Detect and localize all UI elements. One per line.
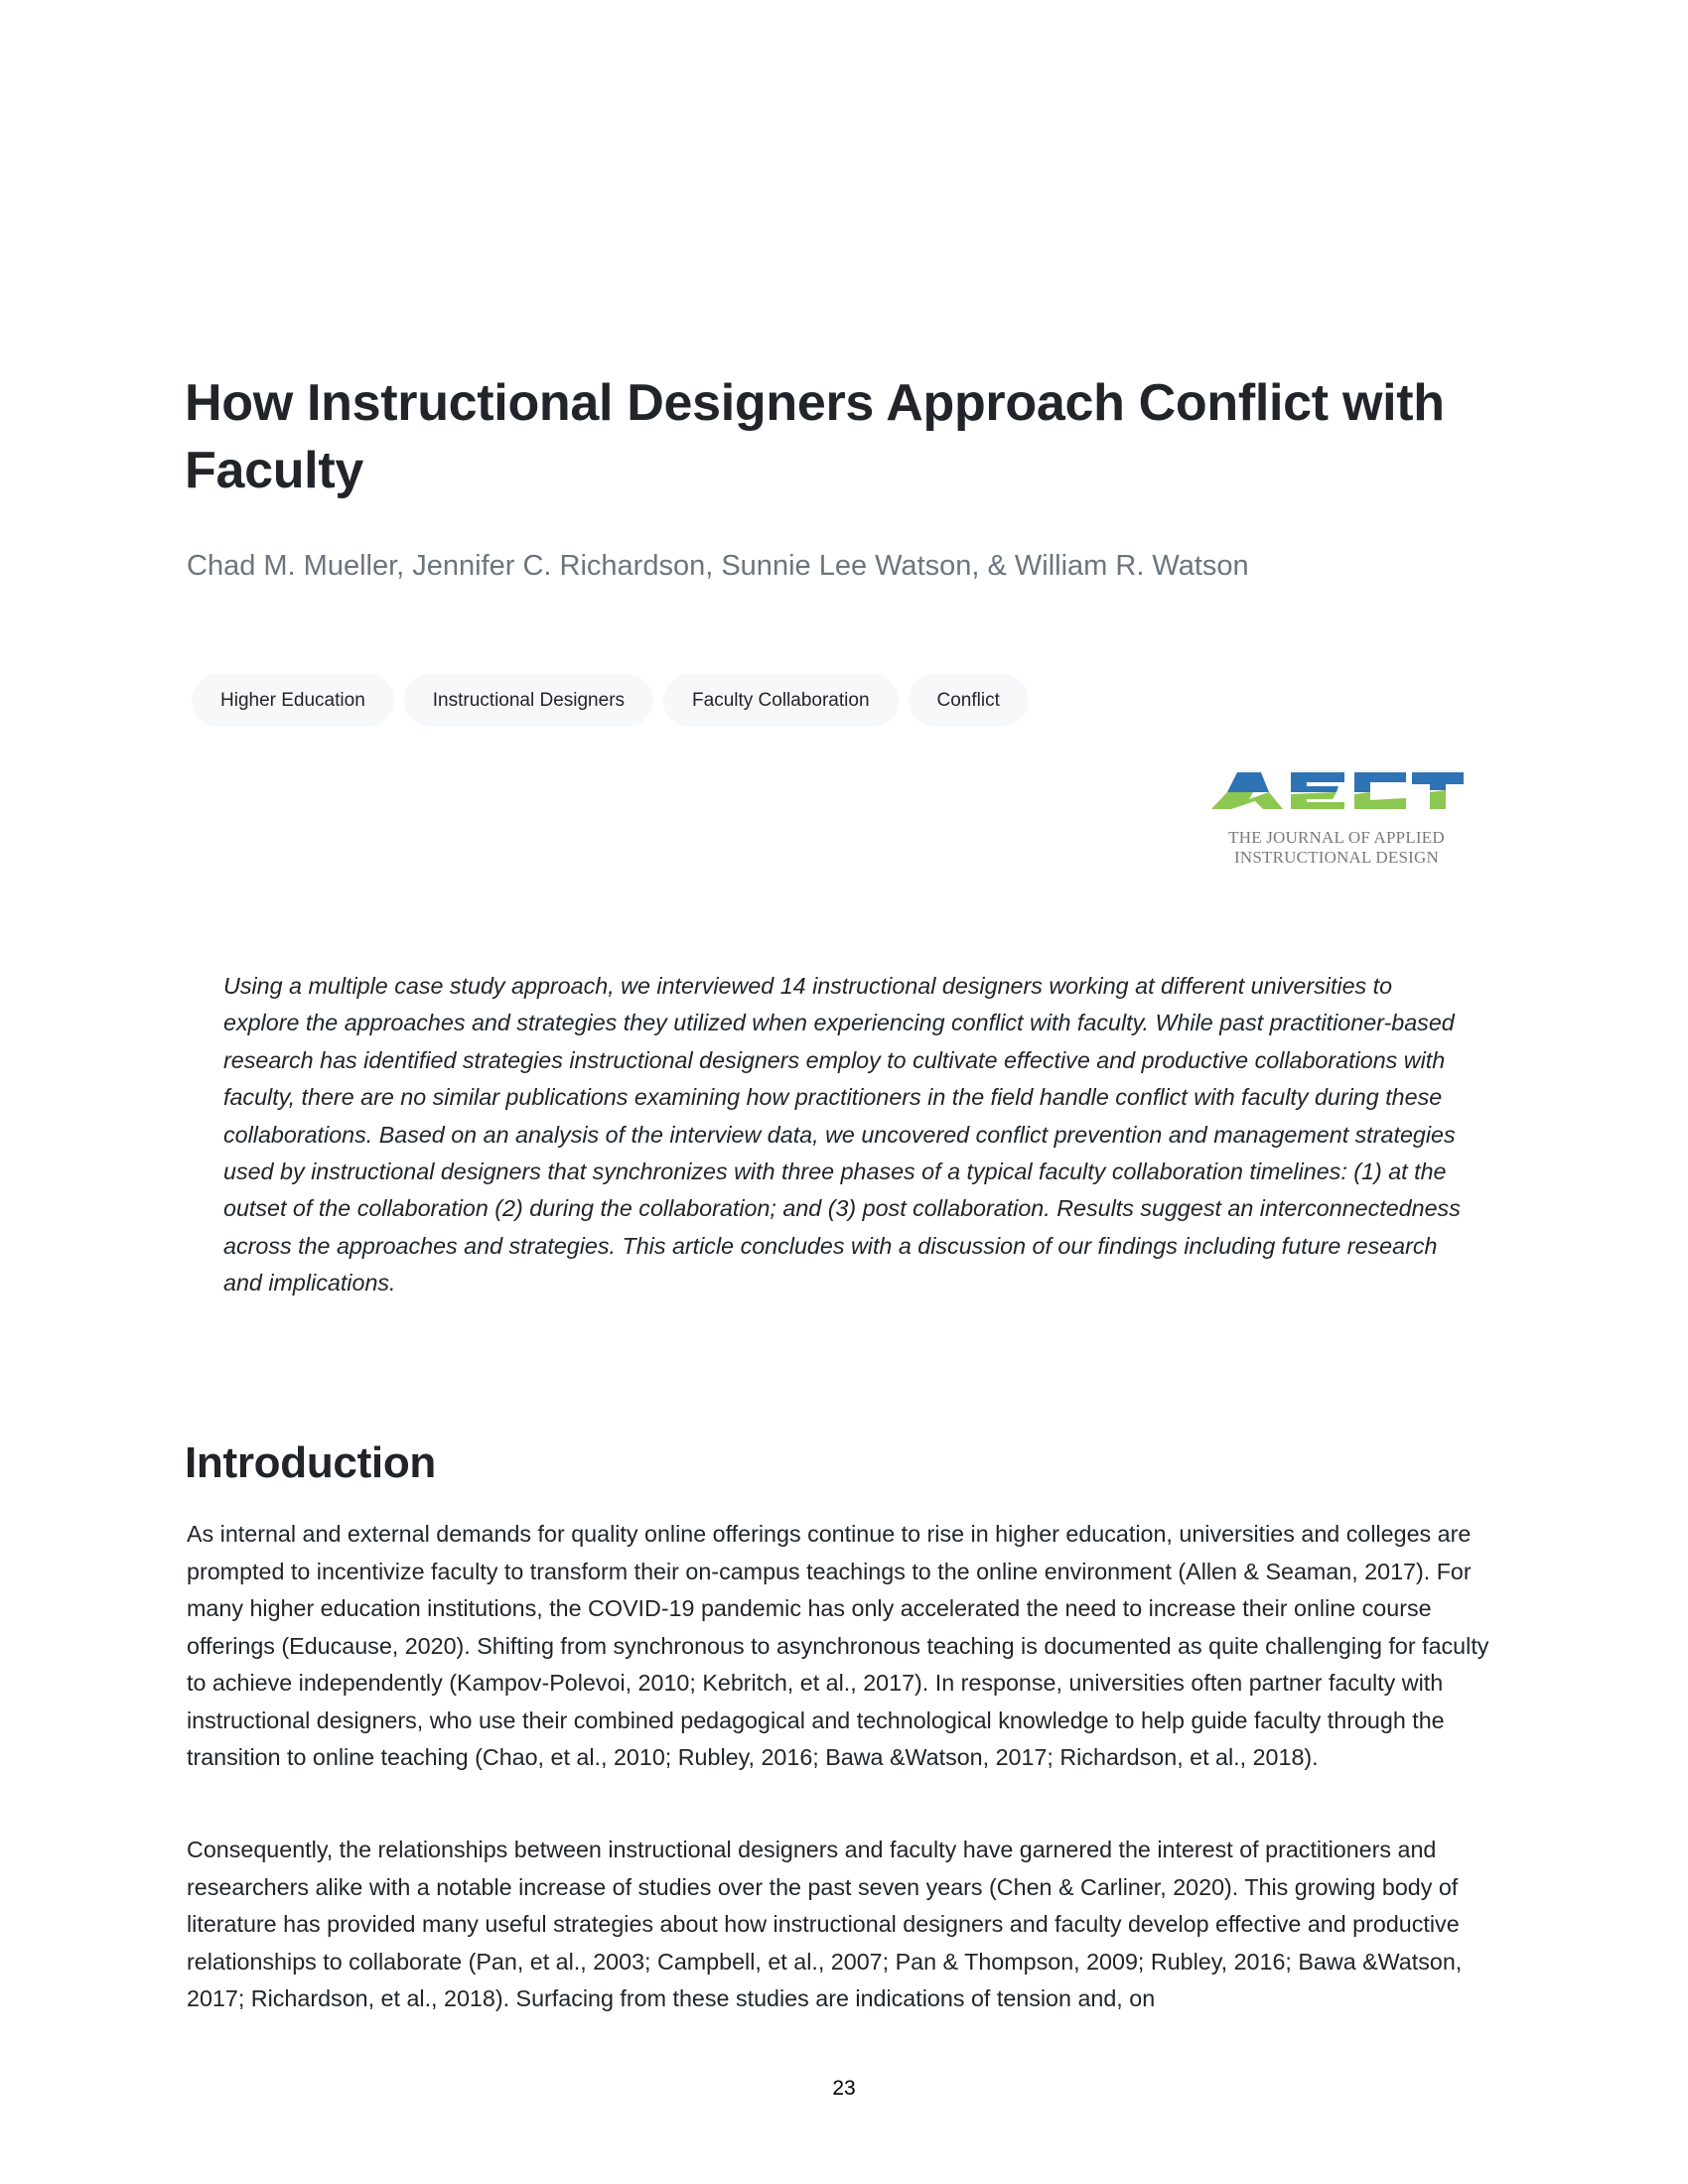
tag-instructional-designers[interactable]: Instructional Designers (404, 674, 653, 727)
article-title: How Instructional Designers Approach Conflict with Faculty (185, 374, 1445, 499)
logo-letter-c-bottom (1354, 792, 1406, 809)
intro-paragraph-2: Consequently, the relationships between instructional designers and faculty have garnered the interest of practitioners and researchers alike with a notable increase of studies over the past seven years (Chen & Carliner, 2020). This growing body of literature has provided many useful strategies about how instructional designers and faculty develop effective and productive relationships to collaborate (Pan, et al., 2003; Campbell, et al., 2007; Pan & Thompson, 2009; Rubley, 2016; Bawa &Watson, 2017; Richardson, et al., 2018). Surfacing from these studies are indications of tension and, on (187, 1837, 1463, 2011)
keyword-tags (192, 674, 1029, 727)
logo-caption-line-2: INSTRUCTIONAL DESIGN (1234, 848, 1439, 867)
logo-letter-a-bottom (1211, 792, 1283, 809)
abstract: Using a multiple case study approach, we interviewed 14 instructional designers working at different universities to explore the approaches and strategies they utilized when experiencing conflict with faculty. While past practitioner-based research has identified strategies instructional designers employ to cultivate effective and productive collaborations with faculty, there are no similar publications examining how practitioners in the field handle conflict with faculty during these collaborations. Based on an analysis of the interview data, we uncovered conflict prevention and management strategies used by instructional designers that synchronizes with three phases of a typical faculty collaboration timelines: (1) at the outset of the collaboration (2) during the collaboration; and (3) post collaboration. Results suggest an interconnectedness across the approaches and strategies. This article concludes with a discussion of our findings including future research and implications. (223, 973, 1461, 1297)
logo-caption-line-1: THE JOURNAL OF APPLIED (1228, 828, 1445, 847)
journal-logo (1209, 766, 1464, 870)
aect-logo-icon (1209, 766, 1464, 826)
tag-higher-education[interactable]: Higher Education (192, 674, 394, 727)
logo-letter-e-top (1291, 772, 1344, 792)
logo-caption (1209, 828, 1464, 868)
logo-letter-a-top (1227, 772, 1269, 792)
section-heading-introduction: Introduction (185, 1438, 437, 1487)
logo-letter-c-top (1354, 772, 1406, 792)
tag-conflict[interactable]: Conflict (909, 674, 1029, 727)
article-authors: Chad M. Mueller, Jennifer C. Richardson, Sunnie Lee Watson, & William R. Watson (187, 550, 1249, 582)
intro-paragraph-1: As internal and external demands for quality online offerings continue to rise in higher education, universities and colleges are prompted to incentivize faculty to transform their on-campus teachings to the online environment (Allen & Seaman, 2017). For many higher education institutions, the COVID-19 pandemic has only accelerated the need to increase their online course offerings (Educause, 2020). Shifting from synchronous to asynchronous teaching is documented as quite challenging for faculty to achieve independently (Kampov-Polevoi, 2010; Kebritch, et al., 2017). In response, universities often partner faculty with instructional designers, who use their combined pedagogical and technological knowledge to help guide faculty through the transition to online teaching (Chao, et al., 2010; Rubley, 2016; Bawa &Watson, 2017; Richardson, et al., 2018). (187, 1521, 1489, 1770)
logo-letter-t-bottom (1430, 790, 1446, 809)
logo-letter-e-bottom (1291, 792, 1344, 809)
logo-letter-t-top (1412, 772, 1464, 790)
page-number: 23 (832, 2077, 856, 2100)
tag-faculty-collaboration[interactable]: Faculty Collaboration (663, 674, 898, 727)
